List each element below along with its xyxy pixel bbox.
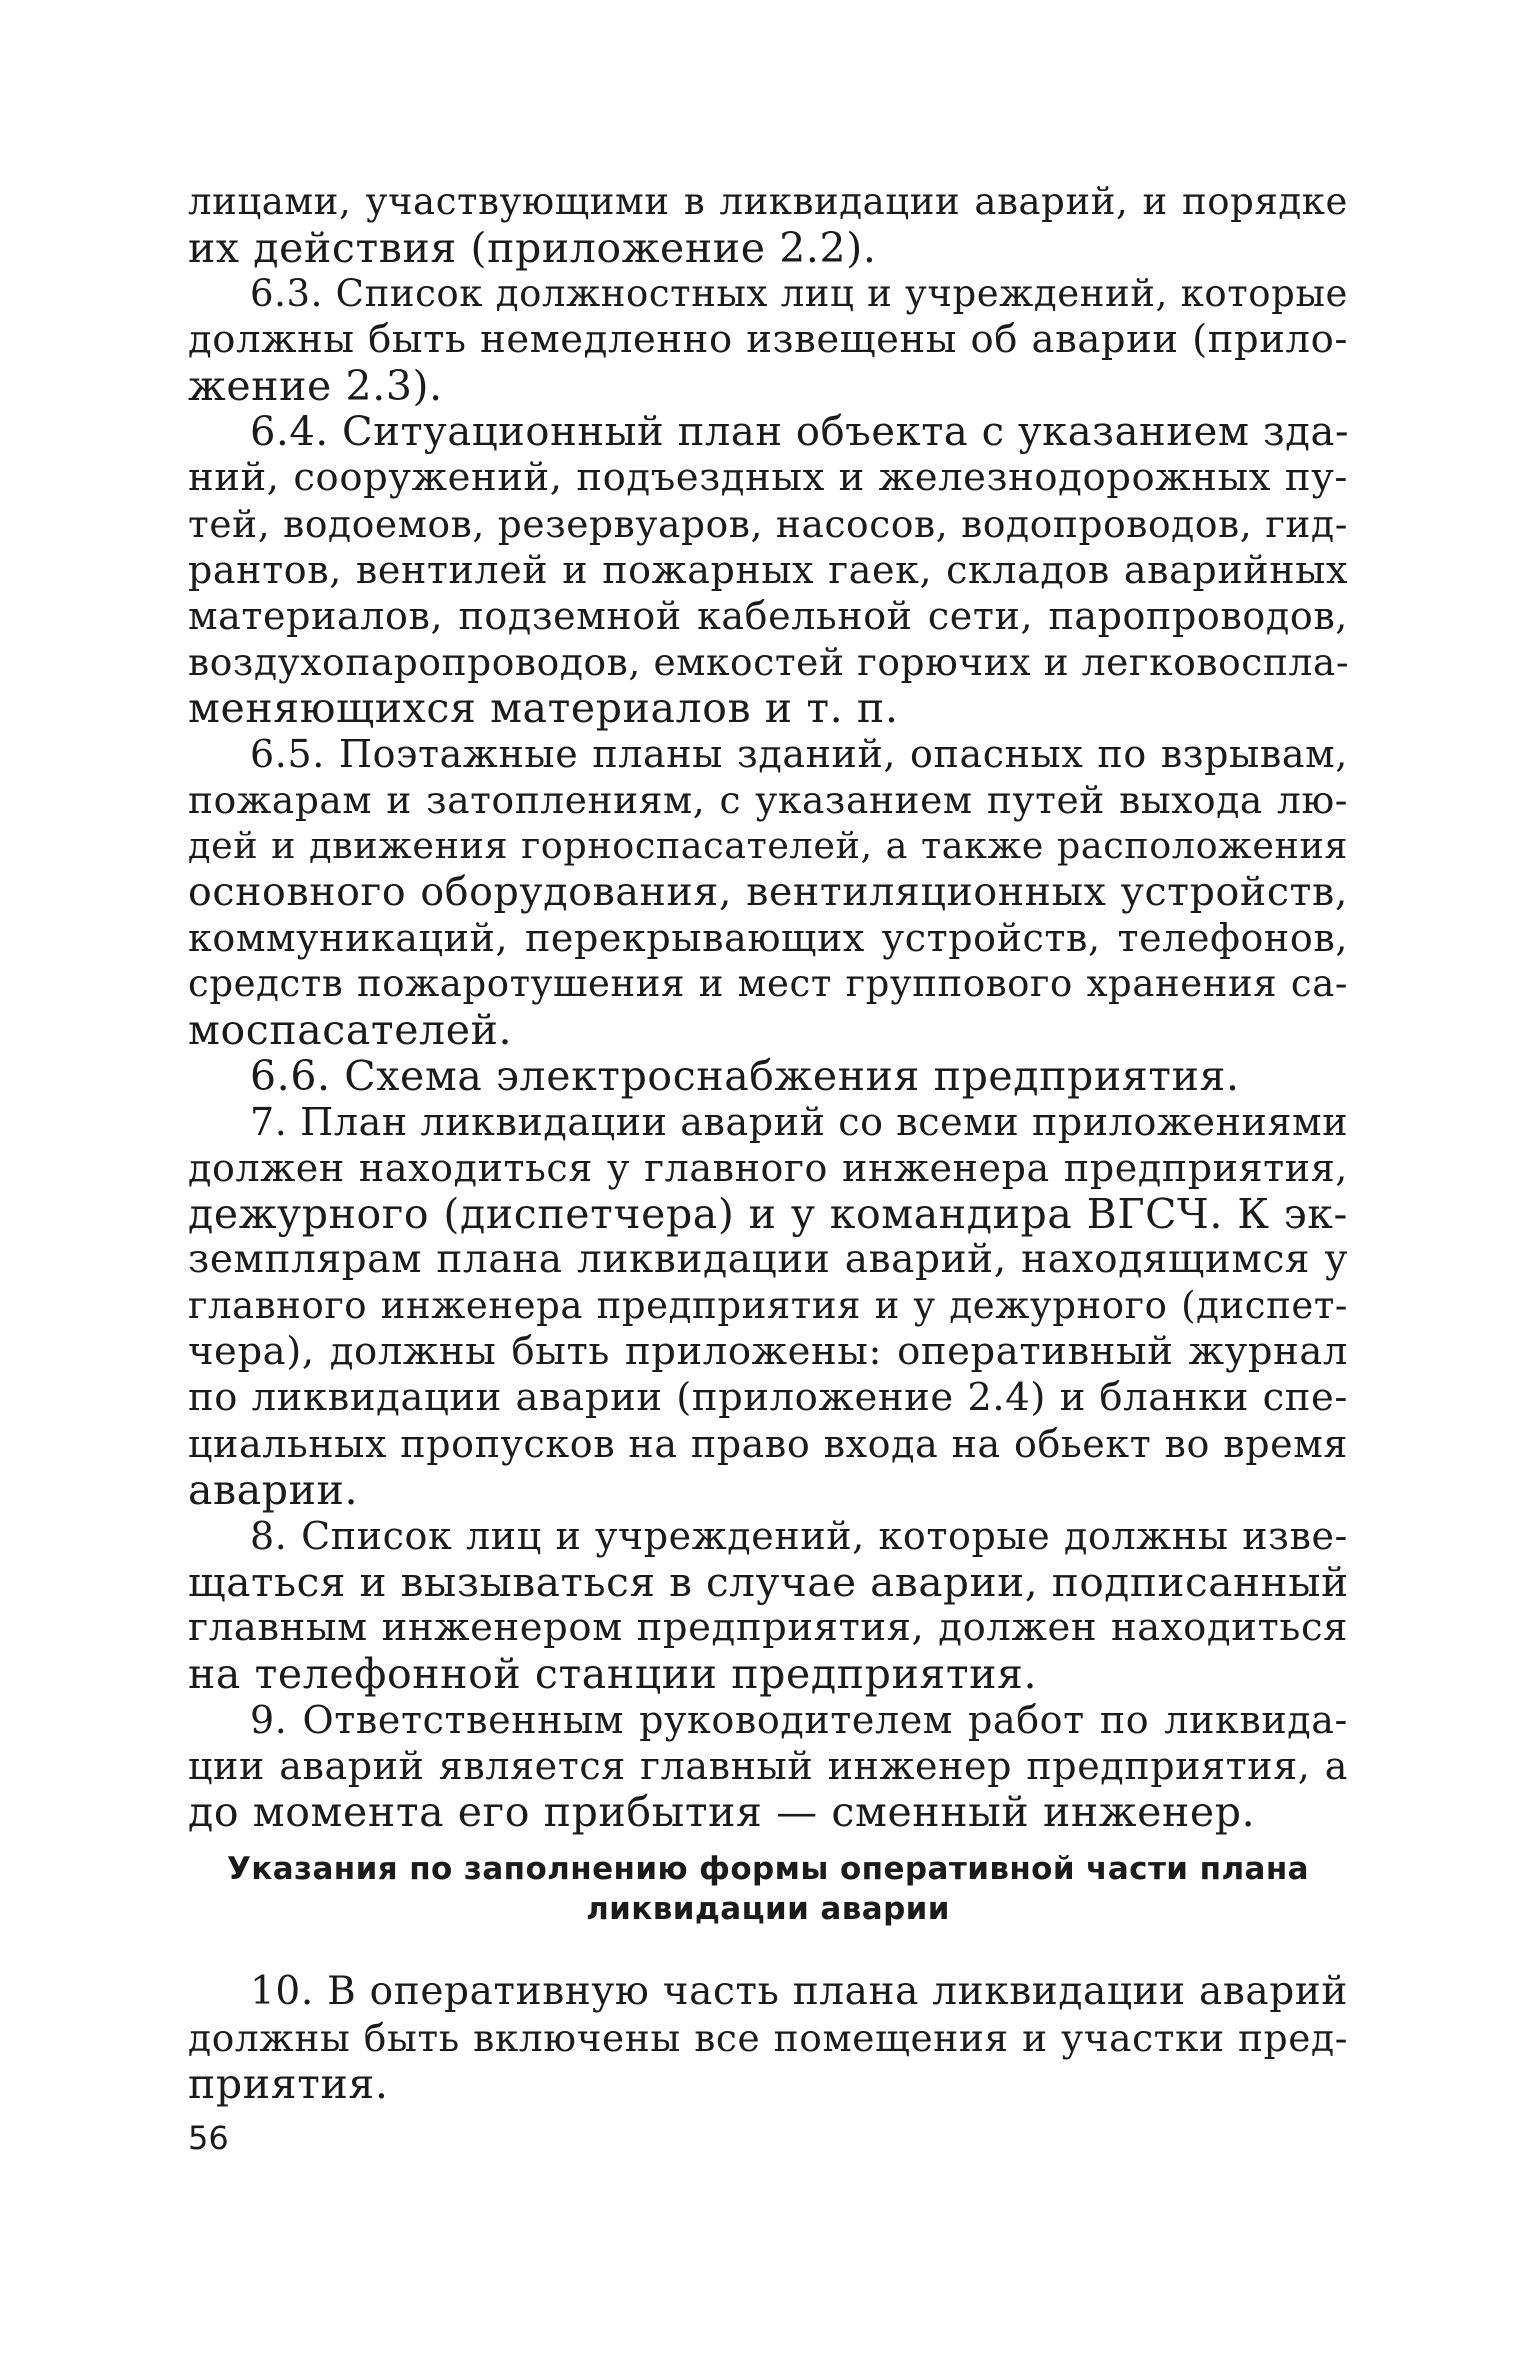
text-line: до момента его прибытия — сменный инженер. xyxy=(188,1788,1256,1836)
text-line: чера), должны быть приложены: оперативный журнал xyxy=(188,1329,1348,1374)
section-heading-line: Указания по заполнению формы оперативной части плана xyxy=(226,1851,1310,1887)
paragraph-6-3-line: 6.3. Список должностных лиц и учреждений, которые xyxy=(250,272,1348,315)
section-heading-line: ликвидации аварии xyxy=(586,1891,950,1927)
paragraph-10-line: 10. В оперативную часть плана ликвидации аварий xyxy=(250,1969,1348,2014)
text-line: на телефонной станции предприятия. xyxy=(188,1650,1038,1698)
text-line: рантов, вентилей и пожарных гаек, складов аварийных xyxy=(188,548,1348,592)
text-line: жение 2.3). xyxy=(188,362,443,410)
text-line: ции аварий является главный инженер предприятия, а xyxy=(188,1744,1348,1788)
text-line: должны быть немедленно извещены об аварии (прило- xyxy=(188,317,1348,362)
text-line: основного оборудования, вентиляционных устройств, xyxy=(188,869,1348,915)
text-line: должен находиться у главного инженера предприятия, xyxy=(188,1146,1348,1190)
text-line: должны быть включены все помещения и участки пред- xyxy=(188,2016,1348,2060)
paragraph-7-line: 7. План ликвидации аварий со всеми приложениями xyxy=(250,1100,1349,1144)
text-line: циальных пропусков на право входа на обьект во время xyxy=(188,1422,1348,1466)
text-line: по ликвидации аварии (приложение 2.4) и бланки спе- xyxy=(188,1375,1348,1420)
paragraph-9-line: 9. Ответственным руководителем работ по ликвида- xyxy=(250,1698,1348,1742)
text-line: воздухопаропроводов, емкостей горючих и легковоспла- xyxy=(188,640,1350,684)
paragraph-6-6-line: 6.6. Схема электроснабжения предприятия. xyxy=(250,1052,1240,1100)
text-line: аварии. xyxy=(188,1466,359,1514)
text-line: ний, сооружений, подъездных и железнодорожных пу- xyxy=(188,455,1348,500)
text-line: пожарам и затоплениям, с указанием путей выхода лю- xyxy=(188,778,1348,822)
text-line: дей и движения горноспасателей, а также расположения xyxy=(188,824,1348,867)
page-number: 56 xyxy=(188,2119,229,2157)
text-line: тей, водоемов, резервуаров, насосов, водопроводов, гид- xyxy=(188,502,1348,546)
text-line: главного инженера предприятия и у дежурного (диспет- xyxy=(188,1284,1348,1327)
paragraph-6-5-line: 6.5. Поэтажные планы зданий, опасных по взрывам, xyxy=(250,732,1348,776)
text-line: меняющихся материалов и т. п. xyxy=(188,684,899,732)
text-line: земплярам плана ликвидации аварий, находящимся у xyxy=(188,1237,1348,1282)
text-line: главным инженером предприятия, должен находиться xyxy=(188,1605,1348,1650)
text-line: коммуникаций, перекрывающих устройств, телефонов, xyxy=(188,916,1348,960)
paragraph-8-line: 8. Список лиц и учреждений, которые должны изве- xyxy=(250,1514,1348,1558)
text-line: лицами, участвующими в ликвидации аварий, и порядке xyxy=(188,180,1348,223)
text-line: средств пожаротушения и мест группового хранения са- xyxy=(188,962,1348,1005)
text-line: щаться и вызываться в случае аварии, подписанный xyxy=(188,1558,1349,1606)
text-line: материалов, подземной кабельной сети, паропроводов, xyxy=(188,594,1348,638)
paragraph-6-4-line: 6.4. Ситуационный план объекта с указанием зда- xyxy=(250,409,1350,455)
text-line: их действия (приложение 2.2). xyxy=(188,224,877,272)
text-line: моспасателей. xyxy=(188,1006,513,1054)
text-line: приятия. xyxy=(188,2060,389,2108)
text-line: дежурного (диспетчера) и у командира ВГСЧ. К эк- xyxy=(188,1190,1348,1238)
